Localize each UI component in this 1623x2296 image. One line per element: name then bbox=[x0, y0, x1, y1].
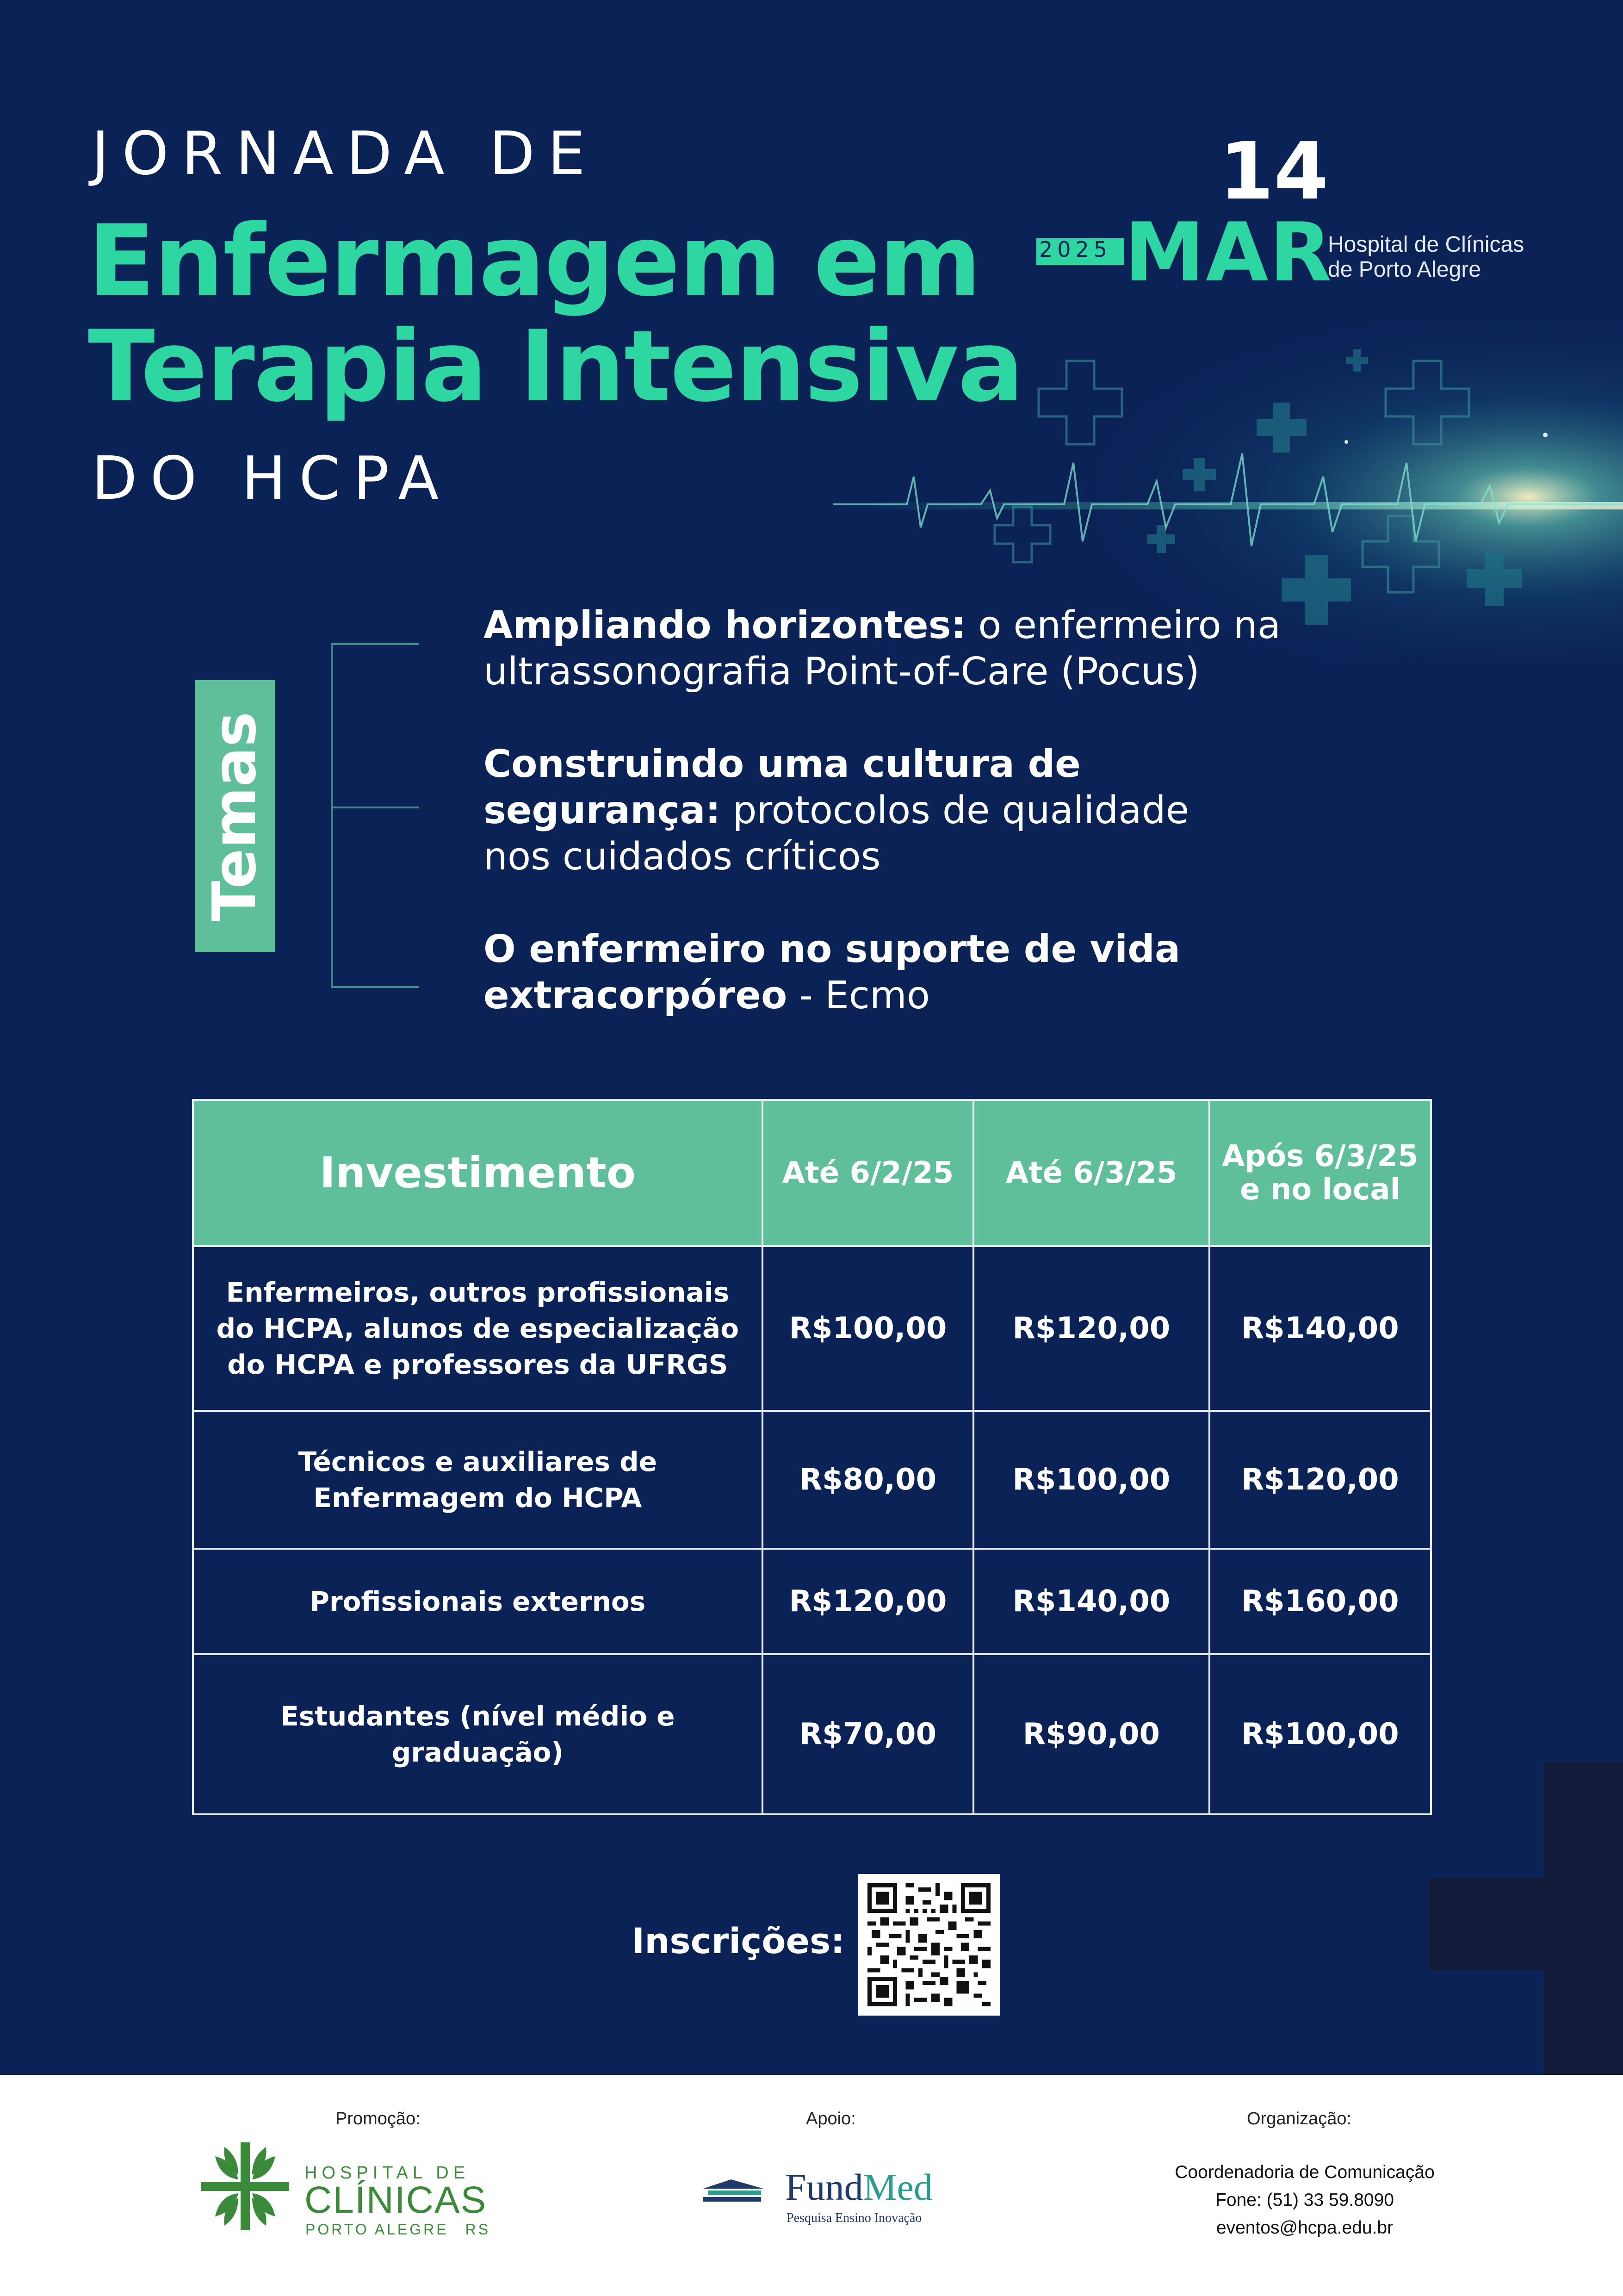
topic-1-line2: ultrassonografia Point-of-Care (Pocus) bbox=[483, 650, 1200, 694]
hcpa-logo-line1: HOSPITAL DE bbox=[304, 2163, 470, 2183]
topic-3-bold1: O enfermeiro no suporte de vida bbox=[483, 927, 1181, 971]
promocao-label: Promoção: bbox=[335, 2109, 421, 2128]
topic-1-rest: o enfermeiro na bbox=[966, 603, 1281, 647]
hcpa-logo-line3 bbox=[305, 2221, 490, 2238]
table-row bbox=[193, 1411, 1431, 1549]
header-ate-6-3: Até 6/3/25 bbox=[973, 1100, 1209, 1246]
hcpa-logo-icon bbox=[197, 2138, 294, 2235]
fundmed-tagline: Pesquisa Ensino Inovação bbox=[787, 2211, 922, 2225]
registration-qr-code[interactable] bbox=[858, 1874, 1000, 2016]
venue-line1: Hospital de Clínicas bbox=[1328, 232, 1524, 257]
event-title-line2: Terapia Intensiva bbox=[88, 309, 1023, 423]
row-category bbox=[193, 1411, 762, 1549]
row-category-line: do HCPA, alunos de especialização bbox=[216, 1313, 739, 1344]
price-cell: R$70,00 bbox=[762, 1654, 974, 1814]
price-cell: R$120,00 bbox=[1209, 1411, 1431, 1549]
organizacao-label: Organização: bbox=[1247, 2109, 1352, 2128]
topic-2 bbox=[483, 741, 1189, 880]
price-cell: R$140,00 bbox=[973, 1549, 1209, 1654]
price-cell: R$120,00 bbox=[762, 1549, 974, 1654]
hcpa-logo-city: PORTO ALEGRE bbox=[305, 2221, 449, 2238]
org-phone: Fone: (51) 33 59.8090 bbox=[1215, 2190, 1394, 2210]
date-day: 14 bbox=[1219, 126, 1329, 217]
table-header-row bbox=[193, 1100, 1431, 1246]
row-category bbox=[193, 1549, 762, 1654]
table-row bbox=[193, 1549, 1431, 1654]
organizer-contact bbox=[1143, 2159, 1467, 2242]
table-row bbox=[193, 1246, 1431, 1411]
org-line1: Coordenadoria de Comunicação bbox=[1175, 2162, 1435, 2182]
event-title-line1: Enfermagem em bbox=[88, 204, 981, 318]
table-row bbox=[193, 1654, 1431, 1814]
apoio-label: Apoio: bbox=[806, 2109, 856, 2128]
topic-2-bold2: segurança: bbox=[483, 788, 721, 832]
venue-line2: de Porto Alegre bbox=[1328, 257, 1481, 282]
topic-3-bold2: extracorpóreo bbox=[483, 974, 787, 1018]
topics-bracket bbox=[331, 643, 423, 988]
topic-2-bold1: Construindo uma cultura de bbox=[483, 742, 1081, 786]
registration-label: Inscrições: bbox=[632, 1920, 845, 1961]
row-category-line: Estudantes (nível médio e graduação) bbox=[280, 1700, 675, 1768]
qr-code-icon bbox=[867, 1883, 991, 2006]
org-email[interactable]: eventos@hcpa.edu.br bbox=[1216, 2218, 1394, 2238]
fundmed-logo-icon bbox=[699, 2175, 768, 2207]
date-year: 2025 bbox=[1039, 237, 1112, 262]
row-category-line: Profissionais externos bbox=[310, 1586, 646, 1617]
header-apos-line2: e no local bbox=[1240, 1173, 1400, 1207]
row-category-line: Enfermeiros, outros profissionais bbox=[226, 1277, 730, 1308]
event-title bbox=[88, 204, 1023, 423]
topic-2-line3: nos cuidados críticos bbox=[483, 835, 881, 879]
price-cell: R$100,00 bbox=[973, 1411, 1209, 1549]
decorative-cross-stem bbox=[1544, 1762, 1623, 2075]
price-cell: R$100,00 bbox=[762, 1246, 974, 1411]
price-cell: R$90,00 bbox=[973, 1654, 1209, 1814]
header-apos-line1: Após 6/3/25 bbox=[1221, 1139, 1419, 1173]
price-cell: R$120,00 bbox=[973, 1246, 1209, 1411]
row-category-line: Técnicos e auxiliares de bbox=[298, 1446, 657, 1477]
fundmed-fund: Fund bbox=[785, 2166, 863, 2208]
venue bbox=[1328, 232, 1524, 282]
temas-text: Temas bbox=[200, 711, 270, 921]
date-month: MAR bbox=[1124, 206, 1333, 300]
row-category-line: do HCPA e professores da UFRGS bbox=[227, 1349, 728, 1380]
temas-label bbox=[195, 680, 275, 952]
price-cell: R$140,00 bbox=[1209, 1246, 1431, 1411]
header-investimento: Investimento bbox=[193, 1100, 762, 1246]
topic-3-rest: - Ecmo bbox=[787, 974, 930, 1018]
topic-1-bold: Ampliando horizontes: bbox=[483, 603, 966, 647]
price-cell: R$100,00 bbox=[1209, 1654, 1431, 1814]
hcpa-logo-line2: CLÍNICAS bbox=[304, 2179, 487, 2221]
kicker-top: JORNADA DE bbox=[92, 119, 598, 188]
header-ate-6-2: Até 6/2/25 bbox=[762, 1100, 974, 1246]
topic-2-rest: protocolos de qualidade bbox=[720, 788, 1189, 832]
header-apos-6-3 bbox=[1209, 1100, 1431, 1246]
topic-1 bbox=[483, 602, 1281, 695]
row-category bbox=[193, 1654, 762, 1814]
price-cell: R$80,00 bbox=[762, 1411, 974, 1549]
kicker-bottom: DO HCPA bbox=[92, 444, 452, 513]
investment-table bbox=[192, 1099, 1432, 1815]
fundmed-med: Med bbox=[863, 2166, 933, 2208]
price-cell: R$160,00 bbox=[1209, 1549, 1431, 1654]
fundmed-logo-text bbox=[785, 2166, 933, 2209]
row-category bbox=[193, 1246, 762, 1411]
hcpa-logo-state: RS bbox=[465, 2221, 491, 2238]
topic-3 bbox=[483, 926, 1180, 1019]
row-category-line: Enfermagem do HCPA bbox=[313, 1482, 642, 1514]
